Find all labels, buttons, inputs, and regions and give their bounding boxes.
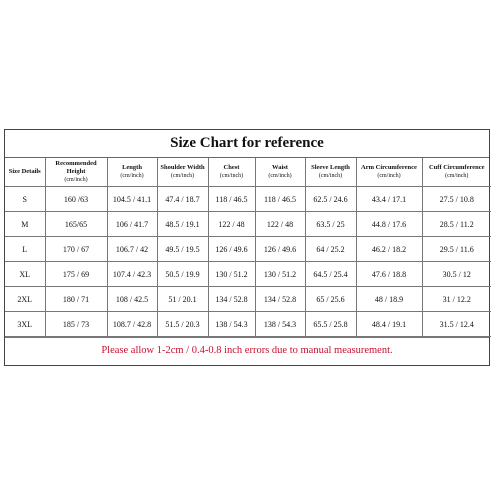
column-header-unit: (cm/inch) [219,173,244,179]
table-cell: 118 / 46.5 [255,187,305,212]
size-label-cell: M [5,212,45,237]
table-row [5,262,491,287]
column-header-unit: (cm/inch) [377,173,401,179]
table-cell: 27.5 / 10.8 [422,187,491,212]
size-label-cell: 2XL [5,287,45,312]
table-cell: 51 / 20.1 [157,287,208,312]
table-cell: 44.8 / 17.6 [356,212,422,237]
table-cell: 180 / 71 [45,287,107,312]
table-cell: 30.5 / 12 [422,262,491,287]
table-cell: 63.5 / 25 [305,212,356,237]
column-header-label: Chest [223,164,240,171]
table-row [5,312,491,337]
table-cell: 46.2 / 18.2 [356,237,422,262]
table-cell: 122 / 48 [208,212,255,237]
column-header-label: Size Details [8,168,41,175]
table-cell: 126 / 49.6 [208,237,255,262]
table-cell: 160 /63 [45,187,107,212]
table-cell: 31.5 / 12.4 [422,312,491,337]
table-cell: 175 / 69 [45,262,107,287]
table-cell: 65 / 25.6 [305,287,356,312]
table-cell: 165/65 [45,212,107,237]
table-cell: 51.5 / 20.3 [157,312,208,337]
table-row [5,187,491,212]
table-row [5,287,491,312]
table-cell: 62.5 / 24.6 [305,187,356,212]
column-header [157,158,208,187]
column-header [208,158,255,187]
table-cell: 107.4 / 42.3 [107,262,157,287]
table-cell: 47.6 / 18.8 [356,262,422,287]
size-chart [4,129,490,366]
table-cell: 43.4 / 17.1 [356,187,422,212]
table-cell: 65.5 / 25.8 [305,312,356,337]
column-header-unit: (cm/inch) [170,173,195,179]
size-label-cell: L [5,237,45,262]
size-label-cell: S [5,187,45,212]
table-cell: 138 / 54.3 [255,312,305,337]
table-cell: 130 / 51.2 [255,262,305,287]
column-header [107,158,157,187]
table-row [5,212,491,237]
size-table [5,158,491,337]
table-cell: 28.5 / 11.2 [422,212,491,237]
table-cell: 47.4 / 18.7 [157,187,208,212]
column-header-label: Waist [272,164,288,171]
table-body [5,187,491,337]
column-header [356,158,422,187]
column-header-label: Arm Circumference [361,164,417,171]
table-cell: 64 / 25.2 [305,237,356,262]
table-cell: 134 / 52.8 [255,287,305,312]
table-cell: 138 / 54.3 [208,312,255,337]
column-header-label: Sleeve Length [311,164,350,171]
column-header-label: Length [122,164,142,171]
column-header-unit: (cm/inch) [318,173,343,179]
table-cell: 48.5 / 19.1 [157,212,208,237]
table-row [5,237,491,262]
column-header-unit: (cm/inch) [120,173,144,179]
column-header-unit: (cm/inch) [64,177,88,183]
table-cell: 118 / 46.5 [208,187,255,212]
column-header [5,158,45,187]
table-cell: 31 / 12.2 [422,287,491,312]
size-label-cell: XL [5,262,45,287]
table-cell: 170 / 67 [45,237,107,262]
table-cell: 108 / 42.5 [107,287,157,312]
column-header-label: Recommended Height [55,160,97,175]
column-header-label: Shoulder Width [160,164,205,171]
table-cell: 106 / 41.7 [107,212,157,237]
table-cell: 48.4 / 19.1 [356,312,422,337]
header-row [5,158,491,187]
column-header-label: Cuff Circumference [428,164,485,171]
table-cell: 64.5 / 25.4 [305,262,356,287]
table-cell: 130 / 51.2 [208,262,255,287]
table-cell: 122 / 48 [255,212,305,237]
column-header [45,158,107,187]
table-cell: 185 / 73 [45,312,107,337]
measurement-note: Please allow 1-2cm / 0.4-0.8 inch errors due to manual measurement. [5,337,489,364]
table-cell: 134 / 52.8 [208,287,255,312]
table-cell: 126 / 49.6 [255,237,305,262]
table-cell: 49.5 / 19.5 [157,237,208,262]
column-header-unit: (cm/inch) [268,173,292,179]
column-header [255,158,305,187]
table-cell: 108.7 / 42.8 [107,312,157,337]
column-header [422,158,491,187]
chart-title: Size Chart for reference [5,130,489,158]
table-cell: 48 / 18.9 [356,287,422,312]
table-cell: 104.5 / 41.1 [107,187,157,212]
column-header-unit: (cm/inch) [445,173,469,179]
column-header [305,158,356,187]
table-cell: 50.5 / 19.9 [157,262,208,287]
table-cell: 29.5 / 11.6 [422,237,491,262]
table-cell: 106.7 / 42 [107,237,157,262]
size-label-cell: 3XL [5,312,45,337]
